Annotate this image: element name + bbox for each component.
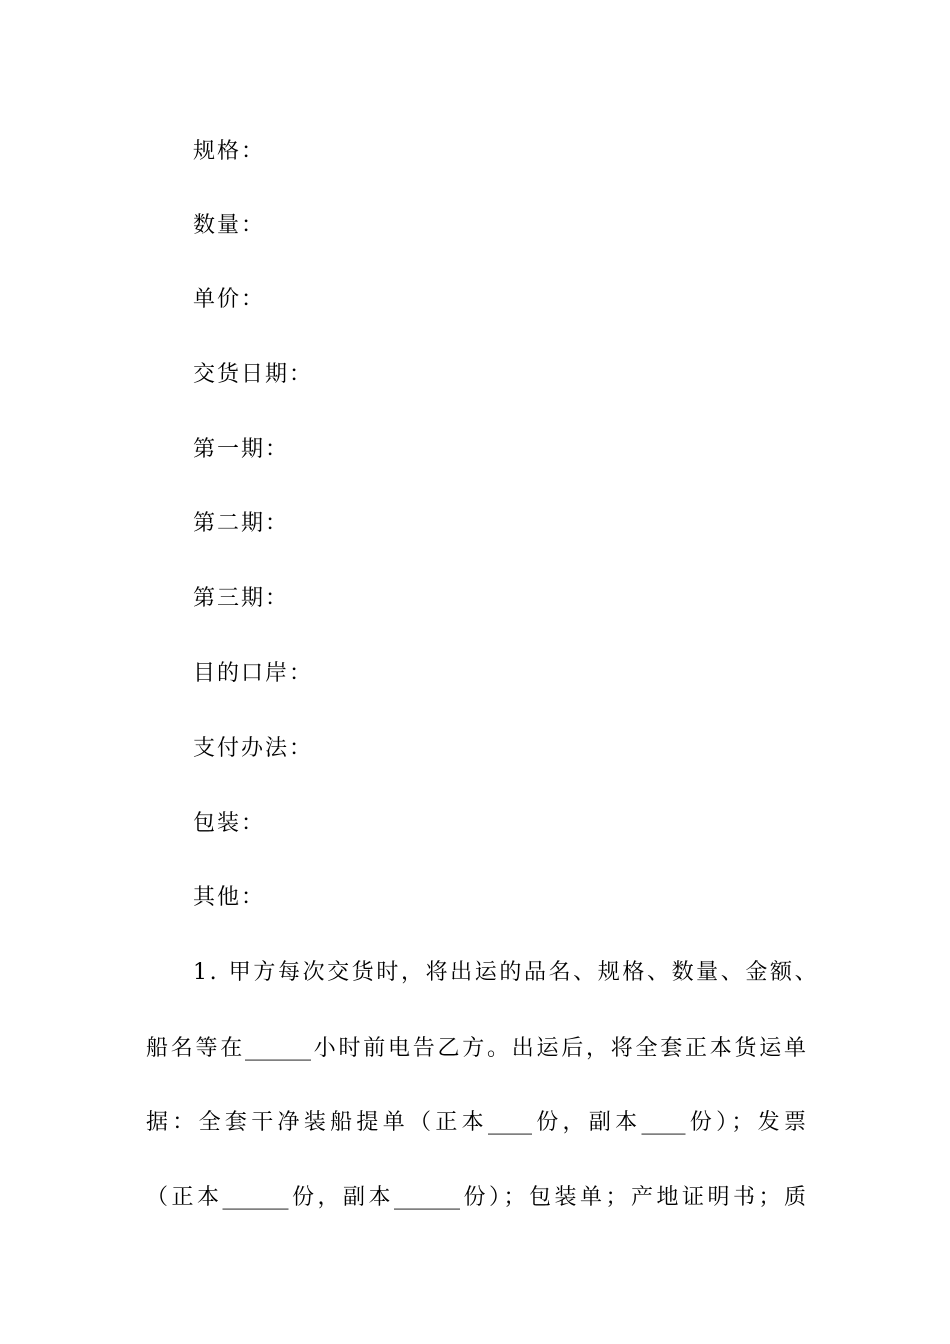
field-phase-one: 第一期： bbox=[193, 437, 290, 462]
paragraph-line-1 bbox=[146, 958, 820, 988]
field-other: 其他： bbox=[193, 885, 266, 910]
field-delivery-date: 交货日期： bbox=[193, 362, 314, 387]
field-quantity: 数量： bbox=[193, 213, 266, 238]
field-payment-method: 支付办法： bbox=[193, 736, 314, 761]
field-packing: 包装： bbox=[193, 811, 266, 836]
paragraph-line-1-text: 1. 甲方每次交货时，将出运的品名、规格、数量、金额、 bbox=[193, 960, 820, 985]
field-unit-price: 单价： bbox=[193, 287, 266, 312]
paragraph-line-2: 船名等在______小时前电告乙方。出运后，将全套正本货运单 bbox=[146, 1036, 806, 1061]
paragraph-line-3: 据：全套干净装船提单（正本____份，副本____份）；发票 bbox=[146, 1110, 806, 1135]
field-spec: 规格： bbox=[193, 139, 266, 164]
field-phase-three: 第三期： bbox=[193, 586, 290, 611]
field-destination-port: 目的口岸： bbox=[193, 661, 314, 686]
paragraph-line-4: （正本______份，副本______份）；包装单；产地证明书；质 bbox=[146, 1185, 806, 1210]
field-phase-two: 第二期： bbox=[193, 511, 290, 536]
